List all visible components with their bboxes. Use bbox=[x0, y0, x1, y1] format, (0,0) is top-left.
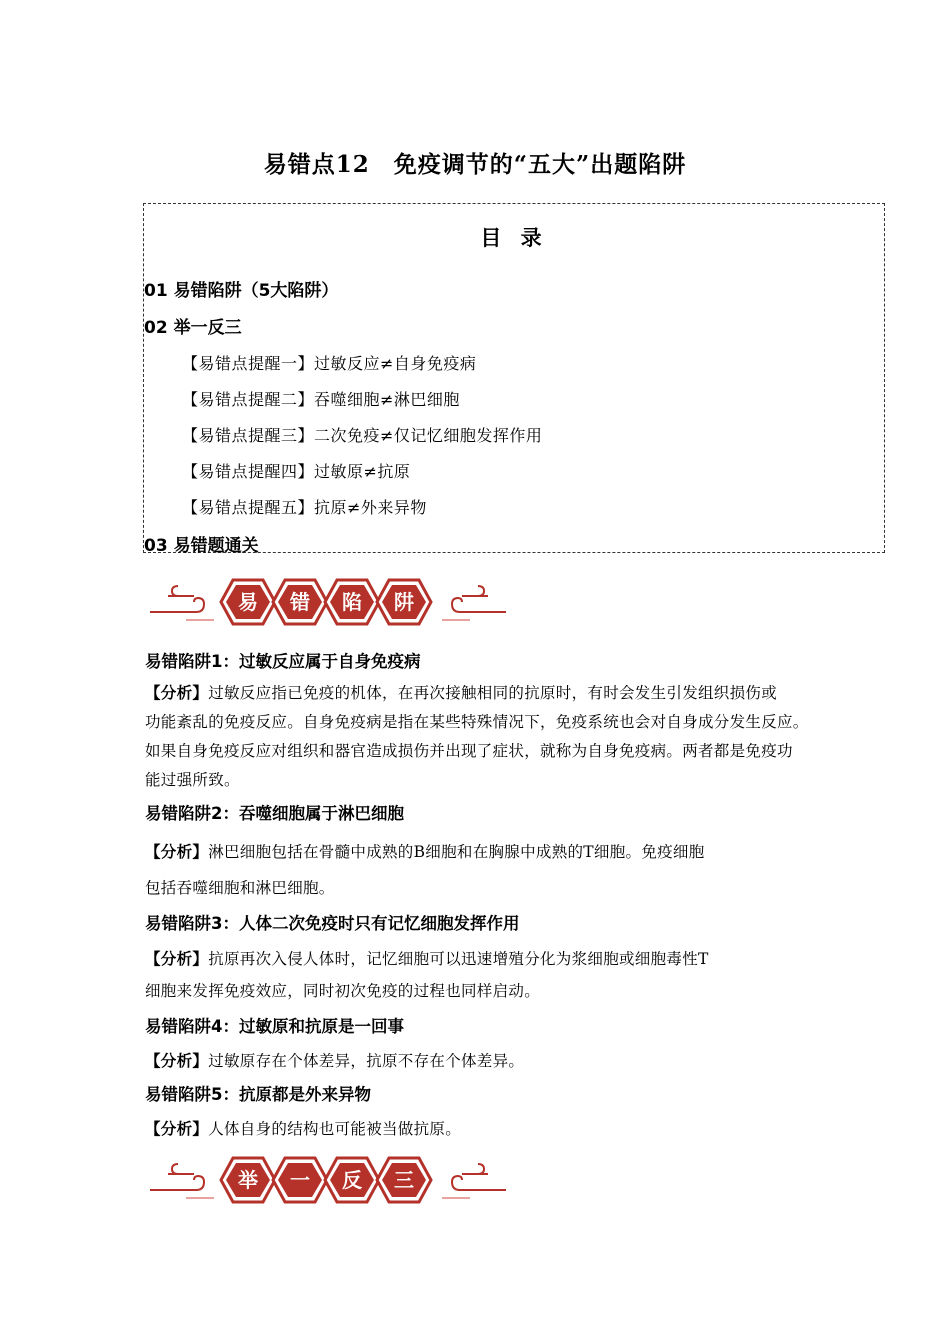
trap-analysis-1 bbox=[145, 679, 845, 795]
trap-analysis-5 bbox=[145, 1114, 845, 1144]
analysis-line: 包括吞噬细胞和淋巴细胞。 bbox=[145, 879, 335, 897]
banner-character: 错 bbox=[290, 590, 310, 614]
trap-analysis-4 bbox=[145, 1046, 845, 1076]
analysis-line: 淋巴细胞包括在骨髓中成熟的B细胞和在胸腺中成熟的T细胞。免疫细胞 bbox=[208, 843, 705, 861]
banner-right-ornament bbox=[442, 586, 506, 620]
analysis-line: 细胞来发挥免疫效应，同时初次免疫的过程也同样启动。 bbox=[145, 982, 541, 1000]
table-of-contents bbox=[143, 203, 885, 556]
analysis-tag: 【分析】 bbox=[145, 1052, 209, 1070]
trap-analysis-3 bbox=[145, 943, 845, 1007]
toc-heading: 目 录 bbox=[480, 226, 548, 250]
analysis-line: 抗原再次入侵人体时，记忆细胞可以迅速增殖分化为浆细胞或细胞毒性T bbox=[208, 950, 709, 968]
analysis-tag: 【分析】 bbox=[145, 684, 209, 702]
analysis-line: 过敏反应指已免疫的机体，在再次接触相同的抗原时，有时会发生引发组织损伤或 bbox=[208, 684, 778, 702]
banner-character: 阱 bbox=[394, 590, 414, 614]
banner-character: 易 bbox=[238, 590, 258, 614]
toc-item-4[interactable]: 【易错点提醒四】过敏原≠抗原 bbox=[182, 462, 411, 481]
analysis-tag: 【分析】 bbox=[145, 950, 209, 968]
banner-character: 陷 bbox=[342, 590, 362, 614]
trap-analysis-2 bbox=[145, 834, 845, 906]
trap-heading-4: 易错陷阱4：过敏原和抗原是一回事 bbox=[145, 1017, 404, 1036]
analysis-tag: 【分析】 bbox=[145, 843, 209, 861]
banner-left-ornament bbox=[150, 586, 214, 620]
toc-section-2[interactable]: 02 举一反三 bbox=[144, 318, 242, 338]
section-banner-examples bbox=[148, 1150, 508, 1210]
banner-character: 三 bbox=[394, 1168, 414, 1192]
toc-item-3[interactable]: 【易错点提醒三】二次免疫≠仅记忆细胞发挥作用 bbox=[182, 426, 543, 445]
banner-left-ornament bbox=[150, 1164, 214, 1198]
toc-item-5[interactable]: 【易错点提醒五】抗原≠外来异物 bbox=[182, 498, 427, 517]
page-title: 易错点12 免疫调节的“五大”出题陷阱 bbox=[263, 151, 687, 178]
analysis-line: 如果自身免疫反应对组织和器官造成损伤并出现了症状，就称为自身免疫病。两者都是免疫功 bbox=[145, 742, 793, 760]
toc-item-2[interactable]: 【易错点提醒二】吞噬细胞≠淋巴细胞 bbox=[182, 390, 460, 409]
analysis-line: 过敏原存在个体差异，抗原不存在个体差异。 bbox=[208, 1052, 525, 1070]
trap-heading-1: 易错陷阱1：过敏反应属于自身免疫病 bbox=[145, 652, 421, 671]
banner-character: 举 bbox=[238, 1168, 258, 1192]
toc-item-1[interactable]: 【易错点提醒一】过敏反应≠自身免疫病 bbox=[182, 354, 477, 373]
banner-character: 一 bbox=[290, 1168, 310, 1192]
trap-heading-3: 易错陷阱3：人体二次免疫时只有记忆细胞发挥作用 bbox=[145, 914, 520, 933]
analysis-line: 能过强所致。 bbox=[145, 771, 240, 789]
toc-section-3[interactable]: 03 易错题通关 bbox=[144, 536, 259, 556]
banner-character: 反 bbox=[342, 1168, 362, 1192]
trap-heading-5: 易错陷阱5：抗原都是外来异物 bbox=[145, 1085, 371, 1104]
toc-section-1[interactable]: 01 易错陷阱（5大陷阱） bbox=[144, 281, 339, 301]
analysis-tag: 【分析】 bbox=[145, 1120, 209, 1138]
analysis-line: 功能紊乱的免疫反应。自身免疫病是指在某些特殊情况下，免疫系统也会对自身成分发生反应。 bbox=[145, 713, 809, 731]
banner-right-ornament bbox=[442, 1164, 506, 1198]
section-banner-traps bbox=[148, 572, 508, 632]
analysis-line: 人体自身的结构也可能被当做抗原。 bbox=[208, 1120, 462, 1138]
trap-heading-2: 易错陷阱2：吞噬细胞属于淋巴细胞 bbox=[145, 804, 404, 823]
